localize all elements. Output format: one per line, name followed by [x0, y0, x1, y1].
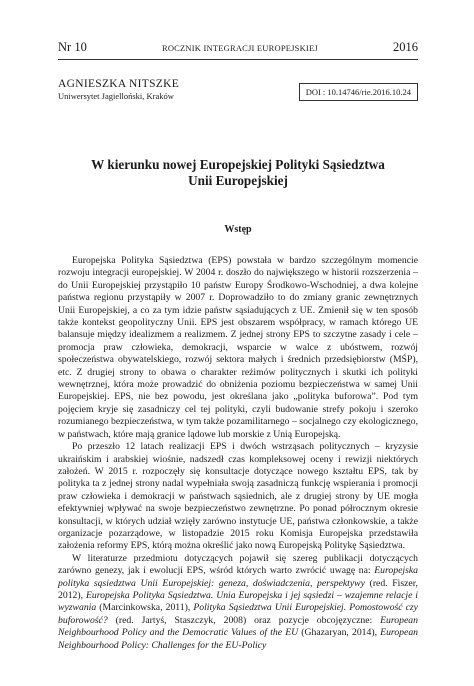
- article-title: [58, 157, 418, 189]
- citation-title: Europejska polityka sąsiedztwa Unii Europejskiej: geneza, doświadczenia, perspektywy: [58, 565, 418, 589]
- citation-title: European Neighbourhood Policy: Challenges for the EU-Policy: [58, 627, 419, 651]
- citation-ref: (red. Jartyś, Staszczyk, 2008) oraz pozycje obcojęzyczne:: [107, 614, 381, 626]
- citation-ref: (Marcinkowska, 2011),: [96, 602, 194, 614]
- article-page: [58, 40, 418, 652]
- citation-title: Europejska Polityka Sąsiedztwa. Unia Europejska i jej sąsiedzi – wzajemne relacje i wyzwania: [58, 589, 418, 614]
- citation-ref: (Ghazaryan, 2014),: [298, 627, 381, 639]
- doi-box: DOI : 10.14746/rie.2016.10.24: [299, 83, 418, 101]
- author-name: AGNIESZKA NITSZKE: [58, 78, 180, 90]
- citation-ref: (red. Fiszer, 2012),: [58, 577, 418, 601]
- paragraph-1-text: Europejska Polityka Sąsiedztwa (EPS) powstała w bardzo szczególnym momencie rozwoju integracji europejskiej. W 2004 r. doszło do największego w historii rozszerzenia – do Unii Europejskiej przystąpiło 10 państw Europy Środkowo-Wschodniej, a dwa kolejne państwa regionu przystąpiły w 2007 r. Doprowadziło to do zmiany granic zewnętrznych Unii Europejskiej, a co za tym idzie państw sąsiadujących z UE. Zmienił się w ten sposób także kontekst geopolityczny Unii. EPS jest obszarem współpracy, w ramach którego UE balansuje między idealizmem a realizmem. Z jednej strony EPS to szczytne zasady i cele – promocja praw człowieka, demokracji, wsparcie w walce z ubóstwem, rozwój społeczeństwa obywatelskiego, rozwój sektora małych i średnich przedsiębiorstw (MŚP), etc. Z drugiej strony to obawa o charakter reżimów politycznych i skutki ich polityki wewnętrznej, która może prowadzić do obniżenia poziomu bezpieczeństwa w samej Unii Europejskiej. EPS, nie bez powodu, jest określana jako „polityka buforowa”. Pod tym pojęciem kryje się zasadniczy cel tej polityki, czyli budowanie strefy pokoju i szeroko rozumianego bezpieczeństwa, w tym także pozamilitarnego – socjalnego czy ekologicznego, w państwach, które mają granice lądowe lub morskie z Unią Europejską.: [58, 255, 418, 440]
- section-heading: Wstęp: [224, 224, 252, 235]
- citation-title: European Neighbourhood Policy and the Democratic Values of the EU: [58, 614, 418, 639]
- publication-year: 2016: [392, 40, 418, 54]
- author-affiliation: Uniwersytet Jagielloński, Kraków: [58, 91, 174, 101]
- running-head: [58, 40, 418, 60]
- paragraph-3: [58, 553, 418, 652]
- paragraph-3-text: W literaturze przedmiotu dotyczących pojawił się szereg publikacji dotyczących zarówno genezy, jak i ewolucji EPS, wśród których warto zwrócić uwagę na:: [58, 552, 418, 577]
- citation-title: Polityka Sąsiedztwa Unii Europejskiej. Pomostowość czy buforowość?: [58, 602, 418, 626]
- journal-title: ROCZNIK INTEGRACJI EUROPEJSKIEJ: [161, 43, 318, 53]
- paragraph-2: [58, 441, 418, 553]
- paragraph-2-text: Po przeszło 12 latach realizacji EPS i dwóch wstrząsach politycznych – kryzysie ukraińskim i arabskiej wiośnie, nadszedł czas kompleksowej oceny i rewizji niektórych założeń. W 2015 r. rozpoczęły się konsultacje dotyczące nowego kształtu EPS, tak by polityka ta z jednej strony nadal wypełniała swoją zasadniczą funkcję wspierania i promocji praw człowieka i demokracji w państwach sąsiednich, ale z drugiej strony by UE mogła efektywniej wpływać na swoje bezpieczeństwo zewnętrzne. Po ponad półrocznym okresie konsultacji, w których udział wzięły zarówno instytucje UE, państwa członkowskie, a także organizacje pozarządowe, w listopadzie 2015 roku Komisja Europejska przedstawiła założenia reformy EPS, którą można określić jako nową Europejską Politykę Sąsiedztwa.: [58, 441, 418, 552]
- article-title-line-1: W kierunku nowej Europejskiej Polityki Sąsiedztwa: [91, 157, 385, 172]
- paragraph-1: [58, 255, 418, 441]
- article-title-line-2: Unii Europejskiej: [188, 173, 288, 188]
- issue-number: Nr 10: [58, 40, 87, 54]
- body-text: [58, 255, 418, 652]
- author-block: [58, 77, 418, 117]
